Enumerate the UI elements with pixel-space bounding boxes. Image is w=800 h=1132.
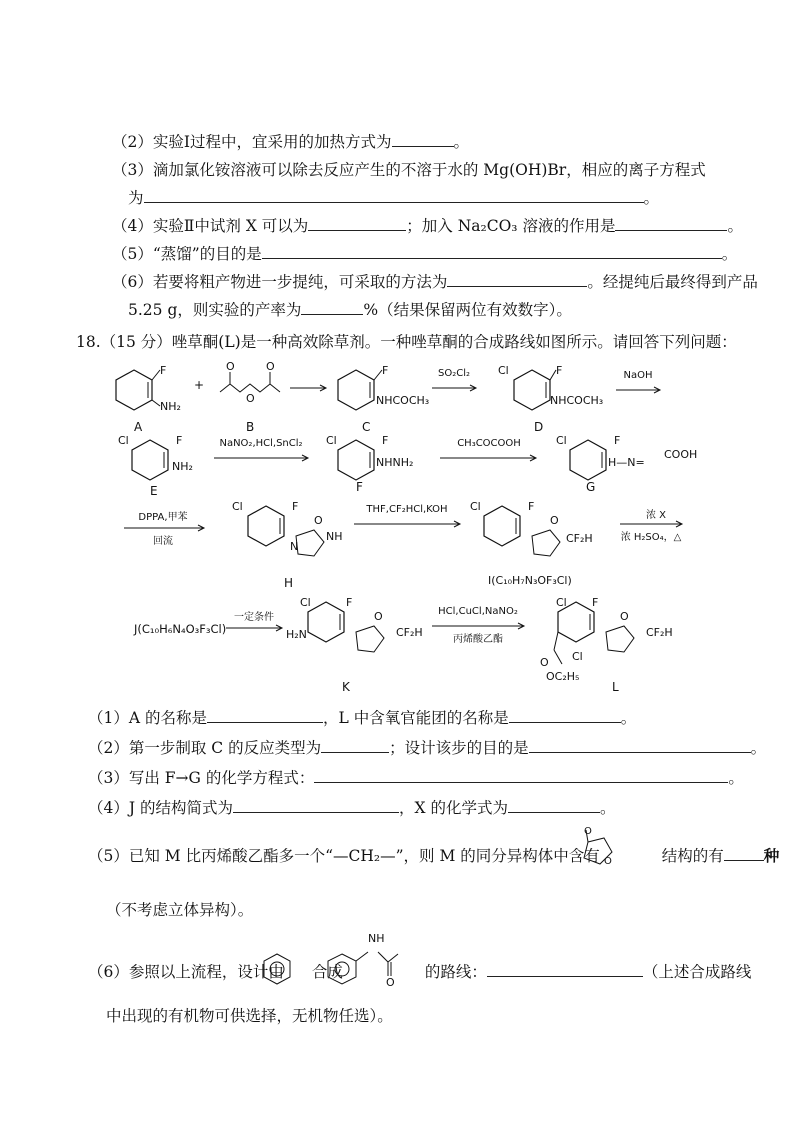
condition-Meerwein: HCl,CuCl,NaNO₂ bbox=[438, 606, 518, 617]
atom-N: N bbox=[290, 540, 299, 553]
answer-blank[interactable] bbox=[262, 244, 722, 259]
answer-blank[interactable] bbox=[509, 708, 621, 723]
condition-NaOH: NaOH bbox=[623, 370, 653, 381]
atom-O: O bbox=[604, 856, 612, 867]
atom-F: F bbox=[614, 434, 621, 447]
atom-O: O bbox=[374, 610, 383, 623]
atom-OC2H5: OC₂H₅ bbox=[546, 670, 580, 683]
atom-Cl: Cl bbox=[556, 434, 567, 447]
atom-NHNH2: NHNH₂ bbox=[376, 456, 414, 469]
q18-part4: （4）J 的结构简式为 ，X 的化学式为 。 bbox=[88, 799, 616, 817]
answer-blank[interactable] bbox=[308, 216, 406, 231]
atom-O: O bbox=[386, 976, 395, 989]
label-L: L bbox=[612, 680, 619, 694]
reaction-arrow bbox=[290, 384, 330, 394]
atom-HN-N: H—N= bbox=[608, 456, 645, 469]
atom-F: F bbox=[292, 500, 299, 513]
atom-O: O bbox=[314, 514, 323, 527]
label-I: I(C₁₀H₇N₃OF₃Cl) bbox=[488, 574, 572, 587]
label-K: K bbox=[342, 680, 350, 694]
label-E: E bbox=[150, 484, 158, 498]
reaction-arrow bbox=[432, 384, 480, 394]
answer-blank[interactable] bbox=[321, 738, 389, 753]
answer-blank[interactable] bbox=[233, 798, 399, 813]
benzene-structure bbox=[262, 952, 292, 986]
answer-blank[interactable] bbox=[314, 768, 728, 783]
atom-Cl: Cl bbox=[572, 650, 583, 663]
atom-O: O bbox=[540, 656, 549, 669]
label-J: J(C₁₀H₆N₄O₃F₃Cl) bbox=[134, 622, 227, 636]
atom-Cl: Cl bbox=[498, 364, 509, 377]
answer-blank[interactable] bbox=[301, 300, 363, 315]
atom-NH: NH bbox=[326, 530, 343, 543]
answer-blank[interactable] bbox=[144, 188, 644, 203]
q17-part6-cont: 5.25 g，则实验的产率为 %（结果保留两位有效数字）。 bbox=[128, 301, 572, 319]
answer-blank[interactable] bbox=[207, 708, 323, 723]
lactone-ring-structure bbox=[574, 824, 624, 874]
atom-NHCOCH3: NHCOCH₃ bbox=[376, 394, 430, 407]
atom-O: O bbox=[246, 392, 255, 405]
atom-NH2: NH₂ bbox=[160, 400, 181, 413]
q18-part2: （2）第一步制取 C 的反应类型为 ；设计该步的目的是 。 bbox=[88, 739, 767, 757]
atom-O: O bbox=[550, 514, 559, 527]
atom-F: F bbox=[556, 364, 563, 377]
reaction-arrow bbox=[354, 520, 466, 530]
atom-F: F bbox=[382, 364, 389, 377]
atom-F: F bbox=[592, 596, 599, 609]
condition-reflux: 回流 bbox=[153, 536, 173, 547]
atom-Cl: Cl bbox=[326, 434, 337, 447]
condition-ethyl-acrylate: 丙烯酸乙酯 bbox=[453, 634, 503, 645]
answer-blank[interactable] bbox=[487, 962, 643, 977]
atom-CF2H: CF₂H bbox=[566, 532, 593, 545]
atom-F: F bbox=[528, 500, 535, 513]
q18-part1: （1）A 的名称是 ，L 中含氧官能团的名称是 。 bbox=[88, 709, 637, 727]
plus-sign: + bbox=[194, 378, 205, 392]
answer-blank[interactable] bbox=[508, 798, 600, 813]
reaction-arrow bbox=[226, 624, 288, 634]
atom-Cl: Cl bbox=[118, 434, 129, 447]
label-G: G bbox=[586, 480, 596, 494]
label-D: D bbox=[534, 420, 544, 434]
condition-DPPA: DPPA,甲苯 bbox=[138, 512, 188, 523]
atom-F: F bbox=[176, 434, 183, 447]
compound-D-structure bbox=[502, 360, 582, 420]
label-H: H bbox=[284, 576, 294, 590]
atom-O: O bbox=[620, 610, 629, 623]
q18-part5-note: （不考虑立体异构）。 bbox=[106, 901, 254, 919]
condition-CF2HCl: THF,CF₂HCl,KOH bbox=[366, 504, 448, 515]
answer-blank[interactable] bbox=[392, 132, 454, 147]
reaction-arrow bbox=[214, 454, 312, 464]
atom-NHCOCH3: NHCOCH₃ bbox=[550, 394, 604, 407]
atom-O: O bbox=[226, 360, 235, 373]
atom-NH: NH bbox=[368, 932, 385, 945]
q18-intro: 18.（15 分）唑草酮(L)是一种高效除草剂。一种唑草酮的合成路线如图所示。请回答下列问题： bbox=[76, 333, 737, 351]
label-A: A bbox=[134, 420, 143, 434]
q17-part2: （2）实验Ⅰ过程中，宜采用的加热方式为 。 bbox=[112, 133, 470, 151]
answer-blank[interactable] bbox=[724, 846, 764, 861]
atom-H2N: H₂N bbox=[286, 628, 307, 641]
label-C: C bbox=[362, 420, 371, 434]
condition-diazotization: NaNO₂,HCl,SnCl₂ bbox=[219, 438, 303, 449]
q18-part6: （6）参照以上流程，设计由 合成 的路线： （上述合成路线 bbox=[88, 963, 752, 981]
q17-part3-cont: 为 。 bbox=[128, 189, 660, 207]
atom-O: O bbox=[584, 826, 592, 837]
atom-Cl: Cl bbox=[232, 500, 243, 513]
label-F: F bbox=[356, 480, 363, 494]
q17-part3: （3）滴加氯化铵溶液可以除去反应产生的不溶于水的 Mg(OH)Br，相应的离子方程式 bbox=[112, 161, 706, 179]
atom-Cl: Cl bbox=[300, 596, 311, 609]
atom-F: F bbox=[160, 364, 167, 377]
atom-CF2H: CF₂H bbox=[646, 626, 673, 639]
compound-C-structure bbox=[334, 360, 414, 420]
condition-H2SO4: 浓 H₂SO₄，△ bbox=[620, 532, 682, 543]
q17-part4: （4）实验Ⅱ中试剂 X 可以为 ；加入 Na₂CO₃ 溶液的作用是 。 bbox=[112, 217, 743, 235]
condition-certain: 一定条件 bbox=[234, 612, 274, 623]
q17-part6: （6）若要将粗产物进一步提纯，可采取的方法为 。经提纯后最终得到产品 bbox=[112, 273, 758, 291]
atom-Cl: Cl bbox=[556, 596, 567, 609]
condition-conc-X: 浓 X bbox=[645, 510, 667, 521]
atom-Cl: Cl bbox=[470, 500, 481, 513]
reaction-arrow bbox=[440, 454, 540, 464]
atom-COOH: COOH bbox=[664, 448, 698, 461]
atom-F: F bbox=[382, 434, 389, 447]
q18-part6-note: 中出现的有机物可供选择，无机物任选）。 bbox=[106, 1007, 393, 1025]
condition-pyruvic-acid: CH₃COCOOH bbox=[457, 438, 521, 449]
q17-part5: （5）“蒸馏”的目的是 。 bbox=[112, 245, 738, 263]
atom-NH2: NH₂ bbox=[172, 460, 193, 473]
reaction-arrow bbox=[616, 386, 664, 396]
condition-SO2Cl2: SO₂Cl₂ bbox=[438, 368, 470, 379]
answer-blank[interactable] bbox=[615, 216, 727, 231]
answer-blank[interactable] bbox=[529, 738, 751, 753]
q18-part5: （5）已知 M 比丙烯酸乙酯多一个“—CH₂—”，则 M 的同分异构体中含有 结构的有 种 bbox=[88, 846, 780, 865]
answer-blank[interactable] bbox=[447, 272, 587, 287]
label-B: B bbox=[246, 420, 255, 434]
atom-CF2H: CF₂H bbox=[396, 626, 423, 639]
q18-part3: （3）写出 F→G 的化学方程式： 。 bbox=[88, 769, 744, 787]
atom-F: F bbox=[346, 596, 353, 609]
atom-O: O bbox=[266, 360, 275, 373]
